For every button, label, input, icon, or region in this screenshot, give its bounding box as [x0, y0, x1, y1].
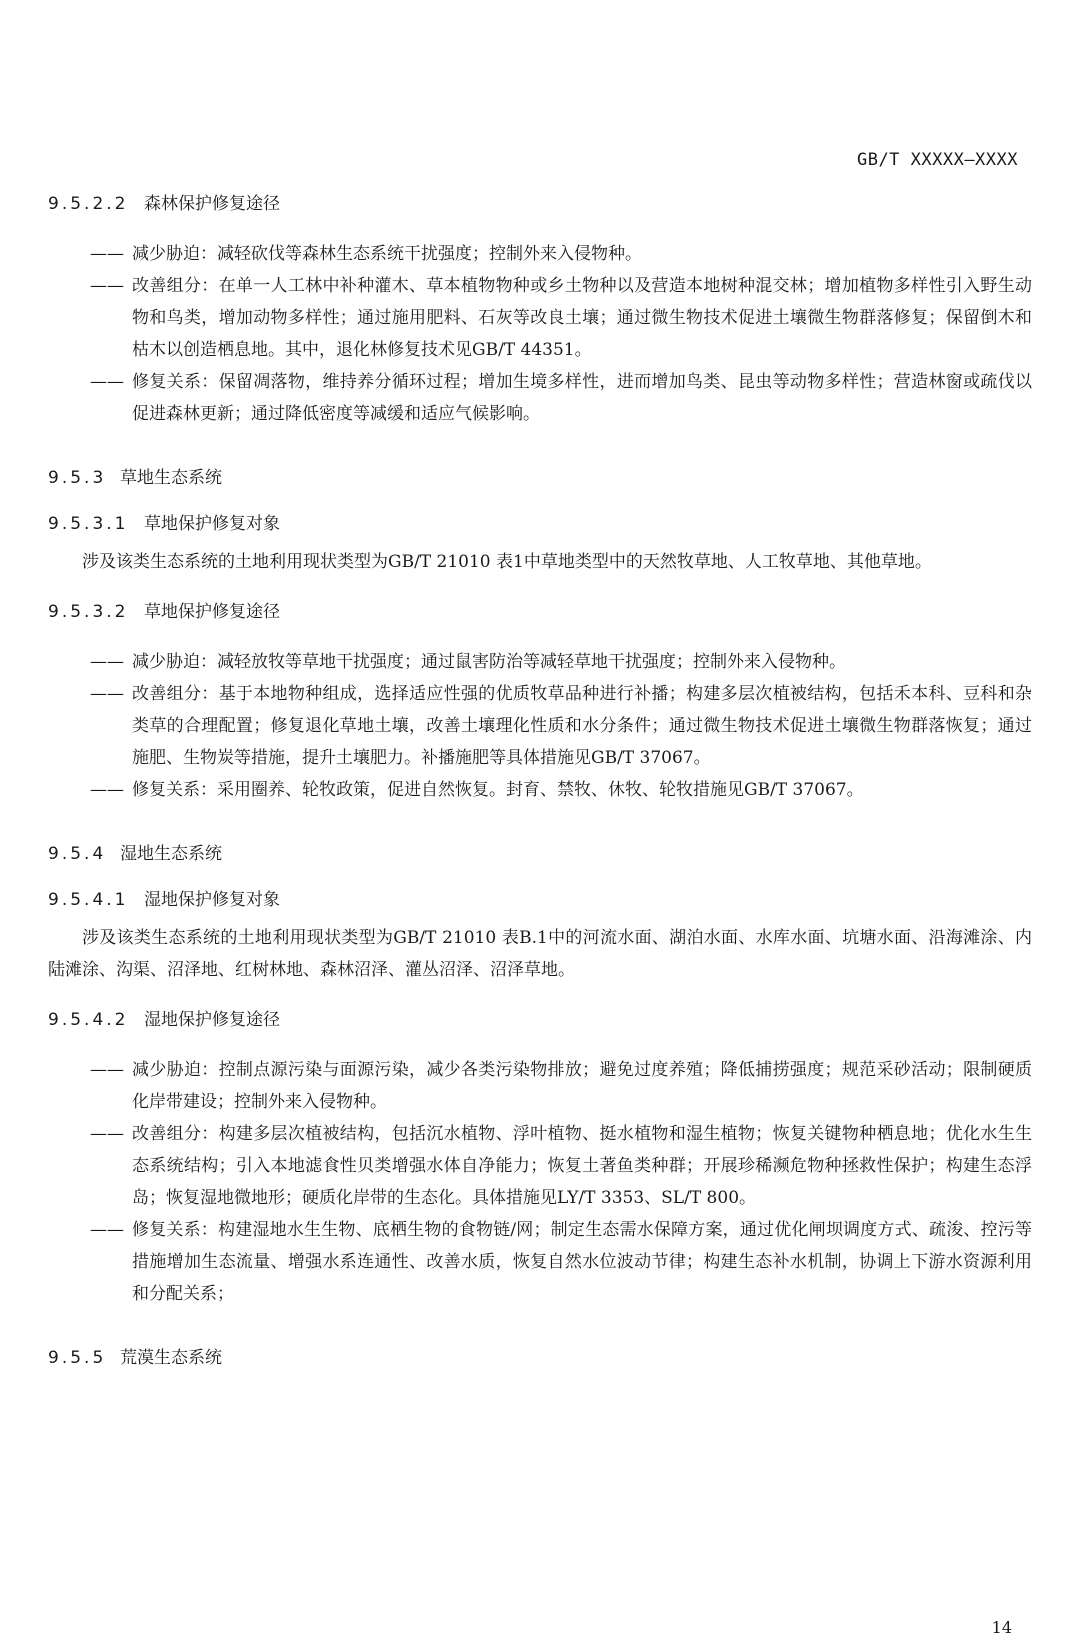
em-dash: ——	[90, 1060, 124, 1080]
section-title: 草地生态系统	[120, 468, 222, 488]
list-item	[90, 238, 1032, 270]
section-heading-9532	[48, 600, 1032, 624]
item-text: 减轻放牧等草地干扰强度；通过鼠害防治等减轻草地干扰强度；控制外来入侵物种。	[217, 652, 846, 672]
em-dash: ——	[90, 1124, 124, 1144]
item-label: 改善组分：	[132, 1124, 219, 1144]
section-heading-954	[48, 842, 1032, 866]
section-heading-9531	[48, 512, 1032, 536]
item-label: 修复关系：	[132, 1220, 218, 1240]
item-text: 控制点源污染与面源污染，减少各类污染物排放；避免过度养殖；降低捕捞强度；规范采砂活动；限制硬质化岸带建设；控制外来入侵物种。	[132, 1060, 1033, 1112]
list-item	[90, 646, 1032, 678]
section-title: 森林保护修复途径	[144, 194, 280, 214]
section-number: 9.5.3.1	[48, 514, 129, 534]
item-text: 构建湿地水生生物、底栖生物的食物链/网；制定生态需水保障方案，通过优化闸坝调度方式、疏浚、控污等措施增加生态流量、增强水系连通性、改善水质，恢复自然水位波动节律；构建生态补水机制，协调上下游水资源利用和分配关系；	[132, 1220, 1033, 1304]
section-title: 湿地生态系统	[120, 844, 222, 864]
section-heading-955	[48, 1346, 1032, 1370]
em-dash: ——	[90, 372, 124, 392]
page-number: 14	[991, 1618, 1012, 1637]
em-dash: ——	[90, 652, 124, 672]
list-item	[90, 678, 1032, 774]
item-label: 减少胁迫：	[132, 1060, 219, 1080]
item-text: 采用圈养、轮牧政策，促进自然恢复。封育、禁牧、休牧、轮牧措施见GB/T 37067。	[217, 780, 864, 800]
document-body	[48, 194, 1033, 1370]
section-title: 草地保护修复对象	[144, 514, 280, 534]
section-number: 9.5.4	[48, 844, 107, 864]
section-heading-9542	[48, 1008, 1032, 1032]
item-text: 保留凋落物，维持养分循环过程；增加生境多样性，进而增加鸟类、昆虫等动物多样性；营造林窗或疏伐以促进森林更新；通过降低密度等减缓和适应气候影响。	[132, 372, 1033, 424]
section-heading-9522	[48, 192, 1032, 216]
item-label: 改善组分：	[132, 684, 219, 704]
section-title: 荒漠生态系统	[120, 1348, 222, 1368]
section-number: 9.5.2.2	[48, 194, 129, 214]
section-number: 9.5.4.2	[48, 1010, 129, 1030]
section-number: 9.5.5	[48, 1348, 107, 1368]
em-dash: ——	[90, 780, 124, 800]
em-dash: ——	[90, 1220, 124, 1240]
em-dash: ——	[90, 276, 124, 296]
item-label: 修复关系：	[132, 372, 219, 392]
section-number: 9.5.4.1	[48, 890, 129, 910]
section-title: 草地保护修复途径	[144, 602, 280, 622]
list-item	[90, 1054, 1032, 1118]
item-text: 构建多层次植被结构，包括沉水植物、浮叶植物、挺水植物和湿生植物；恢复关键物种栖息地；优化水生生态系统结构；引入本地滤食性贝类增强水体自净能力；恢复土著鱼类种群；开展珍稀濒危物种拯救性保护；构建生态浮岛；恢复湿地微地形；硬质化岸带的生态化。具体措施见LY/T 3353、SL/T 800。	[132, 1124, 1033, 1208]
section-heading-9541	[48, 888, 1032, 912]
item-label: 改善组分：	[132, 276, 219, 296]
list-item	[90, 366, 1032, 430]
item-label: 修复关系：	[132, 780, 217, 800]
page-header-doc-code: GB/T XXXXX—XXXX	[856, 150, 1018, 170]
item-text: 基于本地物种组成，选择适应性强的优质牧草品种进行补播；构建多层次植被结构，包括禾本科、豆科和杂类草的合理配置；修复退化草地土壤，改善土壤理化性质和水分条件；通过微生物技术促进土壤微生物群落恢复；通过施肥、生物炭等措施，提升土壤肥力。补播施肥等具体措施见GB/T 37067。	[132, 684, 1033, 768]
paragraph: 涉及该类生态系统的土地利用现状类型为GB/T 21010 表B.1中的河流水面、湖泊水面、水库水面、坑塘水面、沿海滩涂、内陆滩涂、沟渠、沼泽地、红树林地、森林沼泽、灌丛沼泽、沼泽草地。	[48, 928, 1032, 980]
section-number: 9.5.3	[48, 468, 107, 488]
section-number: 9.5.3.2	[48, 602, 129, 622]
section-title: 湿地保护修复途径	[144, 1010, 280, 1030]
item-text: 减轻砍伐等森林生态系统干扰强度；控制外来入侵物种。	[217, 244, 642, 264]
section-heading-953	[48, 466, 1032, 490]
em-dash: ——	[90, 684, 124, 704]
item-label: 减少胁迫：	[132, 652, 217, 672]
list-item	[90, 1214, 1032, 1310]
em-dash: ——	[90, 244, 124, 264]
list-item	[90, 270, 1032, 366]
section-title: 湿地保护修复对象	[144, 890, 280, 910]
item-text: 在单一人工林中补种灌木、草本植物物种或乡土物种以及营造本地树种混交林；增加植物多样性引入野生动物和鸟类，增加动物多样性；通过施用肥料、石灰等改良土壤；通过微生物技术促进土壤微生物群落修复；保留倒木和枯木以创造栖息地。其中，退化林修复技术见GB/T 44351。	[132, 276, 1033, 360]
item-label: 减少胁迫：	[132, 244, 217, 264]
list-item	[90, 1118, 1032, 1214]
list-item	[90, 774, 1032, 806]
paragraph: 涉及该类生态系统的土地利用现状类型为GB/T 21010 表1中草地类型中的天然牧草地、人工牧草地、其他草地。	[82, 552, 932, 572]
